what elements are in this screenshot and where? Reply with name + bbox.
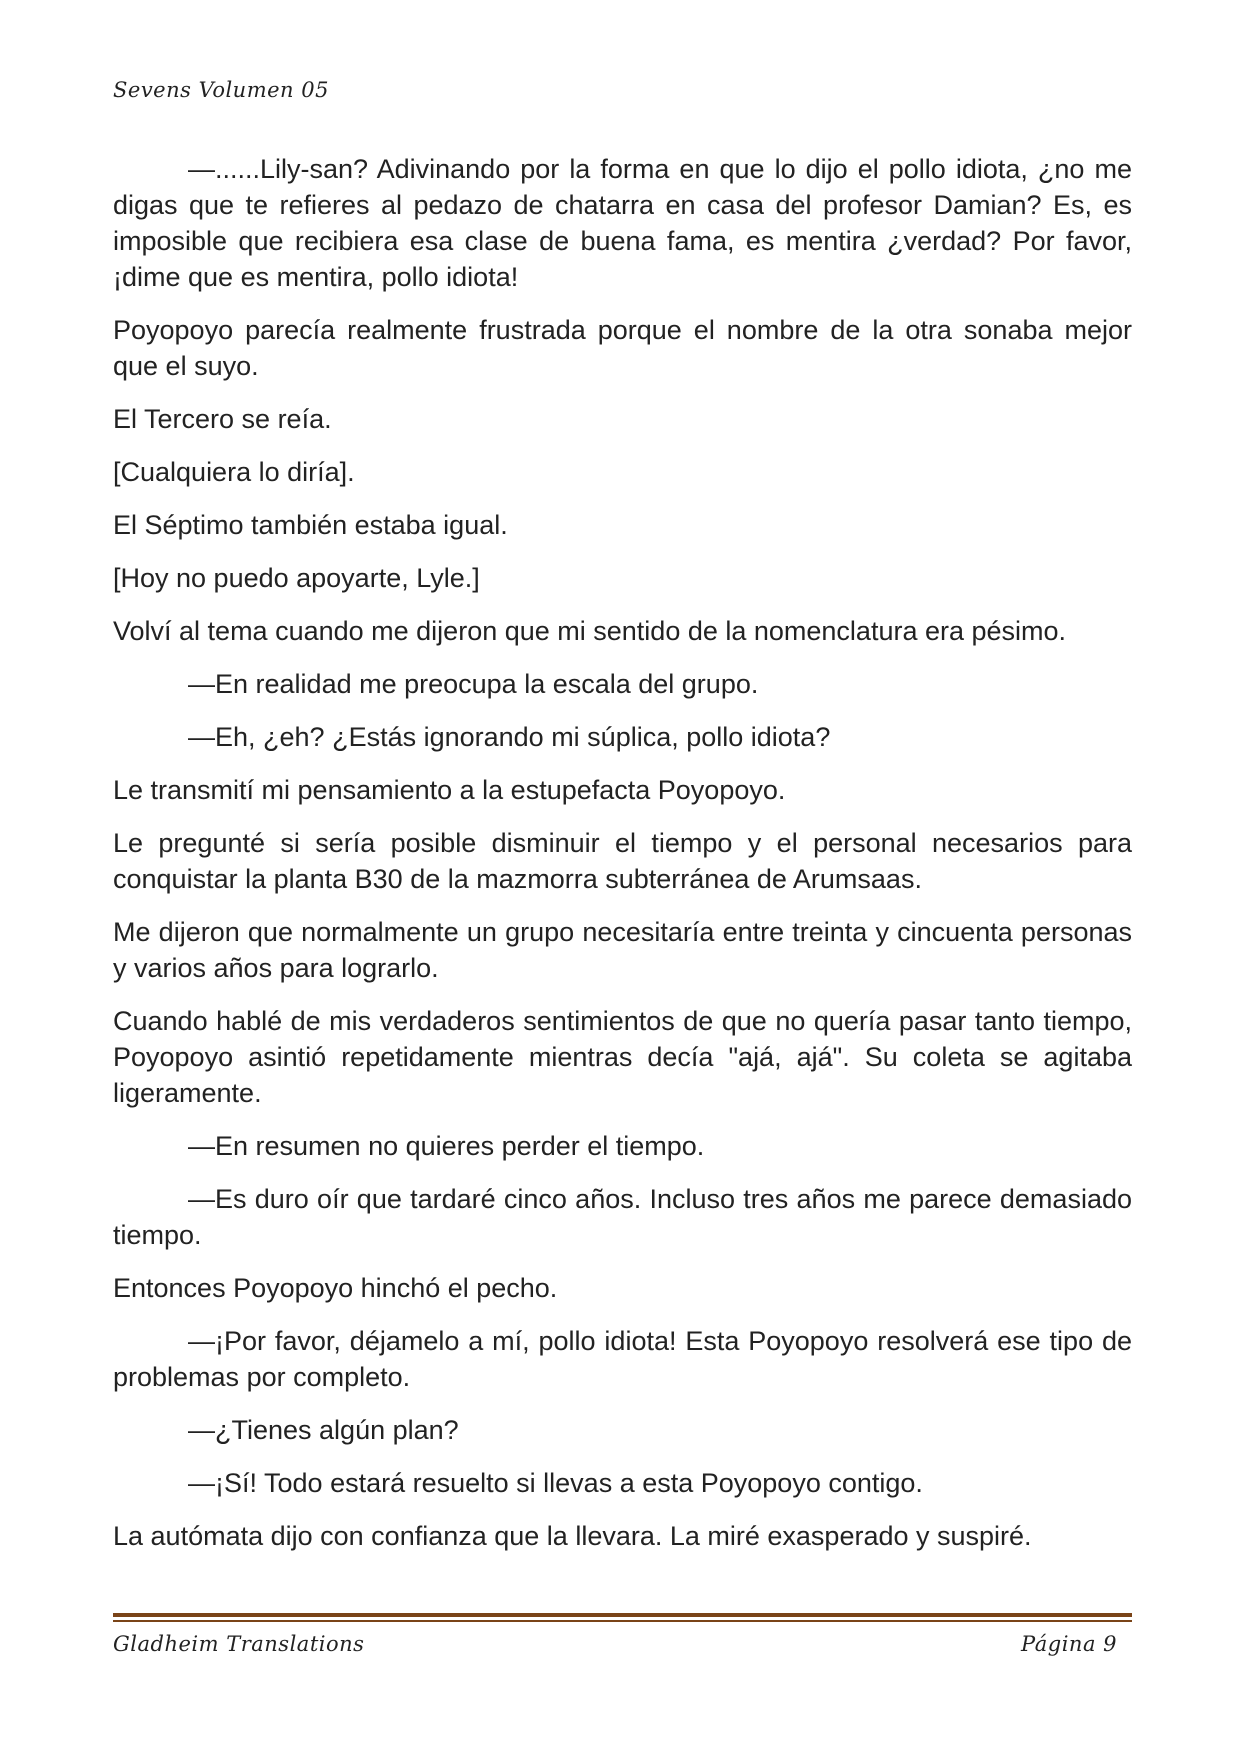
- running-header: Sevens Volumen 05: [113, 78, 329, 102]
- footer-credit: Gladheim Translations: [113, 1632, 365, 1656]
- paragraph: Le transmití mi pensamiento a la estupefacta Poyopoyo.: [113, 775, 786, 805]
- paragraph: —......Lily-san? Adivinando por la forma en que lo dijo el pollo idiota, ¿no me digas que te refieres al pedazo de chatarra en casa del profesor Damian? Es, es imposible que recibiera esa clase de buena fama, es mentira ¿verdad? Por favor, ¡dime que es mentira, pollo idiota!: [113, 154, 1132, 292]
- paragraph: —En realidad me preocupa la escala del grupo.: [188, 669, 759, 699]
- paragraph: El Tercero se reía.: [113, 404, 332, 434]
- paragraph: —¿Tienes algún plan?: [188, 1415, 459, 1445]
- paragraph: Volví al tema cuando me dijeron que mi sentido de la nomenclatura era pésimo.: [113, 616, 1067, 646]
- paragraph: Entonces Poyopoyo hinchó el pecho.: [113, 1273, 558, 1303]
- paragraph: —Es duro oír que tardaré cinco años. Incluso tres años me parece demasiado tiempo.: [113, 1184, 1132, 1250]
- paragraph: El Séptimo también estaba igual.: [113, 510, 508, 540]
- page-number: Página 9: [1021, 1632, 1117, 1656]
- page-body: [113, 151, 1132, 1571]
- footer-divider-thin: [113, 1620, 1132, 1622]
- paragraph: —¡Sí! Todo estará resuelto si llevas a esta Poyopoyo contigo.: [188, 1468, 923, 1498]
- paragraph: [Hoy no puedo apoyarte, Lyle.]: [113, 563, 480, 593]
- paragraph: Le pregunté si sería posible disminuir el tiempo y el personal necesarios para conquistar la planta B30 de la mazmorra subterránea de Arumsaas.: [113, 828, 1132, 894]
- paragraph: Cuando hablé de mis verdaderos sentimientos de que no quería pasar tanto tiempo, Poyopoyo asintió repetidamente mientras decía "ajá, ajá". Su coleta se agitaba ligeramente.: [113, 1006, 1132, 1108]
- paragraph: —¡Por favor, déjamelo a mí, pollo idiota! Esta Poyopoyo resolverá ese tipo de problemas por completo.: [113, 1326, 1132, 1392]
- footer-divider: [113, 1613, 1132, 1617]
- paragraph: La autómata dijo con confianza que la llevara. La miré exasperado y suspiré.: [113, 1521, 1032, 1551]
- paragraph: —En resumen no quieres perder el tiempo.: [188, 1131, 705, 1161]
- paragraph: Poyopoyo parecía realmente frustrada porque el nombre de la otra sonaba mejor que el suyo.: [113, 315, 1132, 381]
- paragraph: —Eh, ¿eh? ¿Estás ignorando mi súplica, pollo idiota?: [188, 722, 831, 752]
- paragraph: Me dijeron que normalmente un grupo necesitaría entre treinta y cincuenta personas y varios años para lograrlo.: [113, 917, 1132, 983]
- paragraph: [Cualquiera lo diría].: [113, 457, 355, 487]
